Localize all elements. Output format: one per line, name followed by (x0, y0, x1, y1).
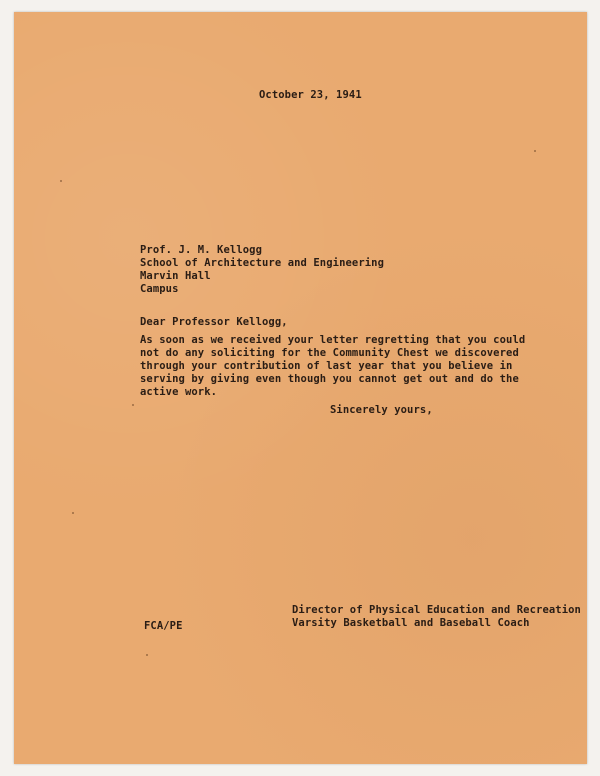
recipient-name: Prof. J. M. Kellogg (140, 244, 263, 256)
paper-speck (534, 150, 536, 152)
paper-speck (72, 512, 74, 514)
typist-initials: FCA/PE (144, 620, 183, 632)
body-line: not do any soliciting for the Community Chest we discovered (140, 347, 519, 359)
paper-speck (132, 404, 134, 406)
body-line: active work. (140, 386, 218, 398)
signature-title-line-2: Varsity Basketball and Baseball Coach (292, 617, 530, 629)
body-line: through your contribution of last year that you believe in (140, 360, 513, 372)
letter-page (14, 12, 587, 764)
body-line: serving by giving even though you cannot get out and do the (140, 373, 519, 385)
paper-speck (60, 180, 62, 182)
signature-title-line-1: Director of Physical Education and Recreation (292, 604, 581, 616)
recipient-location: Campus (140, 283, 179, 295)
body-line: As soon as we received your letter regretting that you could (140, 334, 526, 346)
recipient-building: Marvin Hall (140, 270, 211, 282)
recipient-department: School of Architecture and Engineering (140, 257, 385, 269)
letter-date: October 23, 1941 (259, 89, 362, 101)
paper-speck (146, 654, 148, 656)
closing: Sincerely yours, (330, 404, 433, 416)
salutation: Dear Professor Kellogg, (140, 316, 288, 328)
